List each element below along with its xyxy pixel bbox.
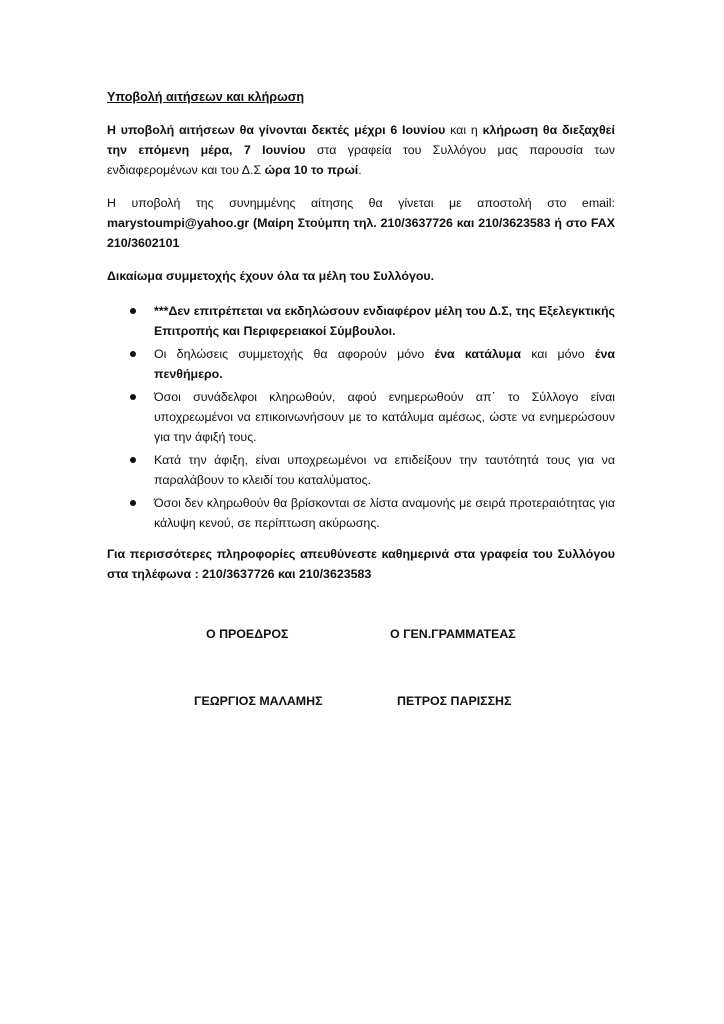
exclusion-rule-text: ***Δεν επιτρέπεται να εκδηλώσουν ενδιαφέρον μέλη του Δ.Σ, της Εξελεγκτικής Επιτροπής και Περιφερειακοί Σύμβουλοι.	[154, 304, 615, 338]
contact-rule-text: Όσοι συνάδελφοι κληρωθούν, αφού ενημερωθούν απ΄ το Σύλλογο είναι υποχρεωμένοι να επικοινωνήσουν με το κατάλυμα αμέσως, ώστε να ενημερώσουν για την άφιξή τους.	[154, 390, 615, 444]
submission-paragraph	[107, 120, 615, 180]
president-name: ΓΕΩΡΓΙΟΣ ΜΑΛΑΜΗΣ	[194, 694, 323, 708]
declaration-rule-text-b: ένα κατάλυμα	[434, 347, 521, 361]
list-item	[107, 387, 615, 447]
email-intro-text: Η υποβολή της συνημμένης αίτησης θα γίνεται με αποστολή στο email:	[107, 196, 615, 210]
declaration-rule-text-d: ένα πενθήμερο.	[154, 347, 616, 381]
draw-date-text: κλήρωση θα διεξαχθεί την επόμενη μέρα, 7 Ιουνίου	[107, 123, 615, 157]
president-title: Ο ΠΡΟΕΔΡΟΣ	[206, 627, 289, 641]
bullet-icon	[130, 457, 136, 463]
info-text: Για περισσότερες πληροφορίες απευθύνεστε καθημερινά στα γραφεία του Συλλόγου στα τηλέφωνα : 210/3637726 και 210/3623583	[107, 547, 615, 581]
list-item	[107, 493, 615, 533]
bullet-icon	[130, 394, 136, 400]
eligibility-paragraph	[107, 266, 615, 286]
bullet-icon	[130, 500, 136, 506]
waiting-list-rule-text: Όσοι δεν κληρωθούν θα βρίσκονται σε λίστα αναμονής με σειρά προτεραιότητας για κάλυψη κενού, σε περίπτωση ακύρωσης.	[154, 496, 615, 530]
list-item	[107, 344, 615, 384]
submission-period: .	[358, 163, 362, 177]
draw-location-text: στα γραφεία του Συλλόγου μας παρουσία των ενδιαφερομένων και του Δ.Σ	[107, 143, 615, 177]
declaration-rule-text-a: Οι δηλώσεις συμμετοχής θα αφορούν μόνο	[154, 347, 435, 361]
eligibility-text: Δικαίωμα συμμετοχής έχουν όλα τα μέλη του Συλλόγου.	[107, 269, 435, 283]
section-heading: Υποβολή αιτήσεων και κλήρωση	[107, 90, 305, 104]
email-contact-text: marystoumpi@yahoo.gr (Μαίρη Στούμπη τηλ. 210/3637726 και 210/3623583 ή στο FAX 210/3602101	[107, 216, 615, 250]
bullet-icon	[130, 308, 136, 314]
bullet-icon	[130, 351, 136, 357]
email-paragraph	[107, 193, 615, 253]
submission-deadline-text: Η υποβολή αιτήσεων θα γίνονται δεκτές μέχρι 6 Ιουνίου	[107, 123, 446, 137]
declaration-rule-text-c: και μόνο	[520, 347, 595, 361]
info-paragraph	[107, 544, 615, 584]
list-item	[107, 301, 615, 341]
list-item	[107, 450, 615, 490]
rules-list	[107, 301, 615, 536]
secretary-title: Ο ΓΕΝ.ΓΡΑΜΜΑΤΕΑΣ	[390, 627, 516, 641]
secretary-name: ΠΕΤΡΟΣ ΠΑΡΙΣΣΗΣ	[397, 694, 512, 708]
draw-time-text: ώρα 10 το πρωί	[264, 163, 359, 177]
arrival-rule-text: Κατά την άφιξη, είναι υποχρεωμένοι να επιδείξουν την ταυτότητά τους για να παραλάβουν το κλειδί του καταλύματος.	[154, 453, 615, 487]
submission-connector-text: και η	[445, 123, 483, 137]
